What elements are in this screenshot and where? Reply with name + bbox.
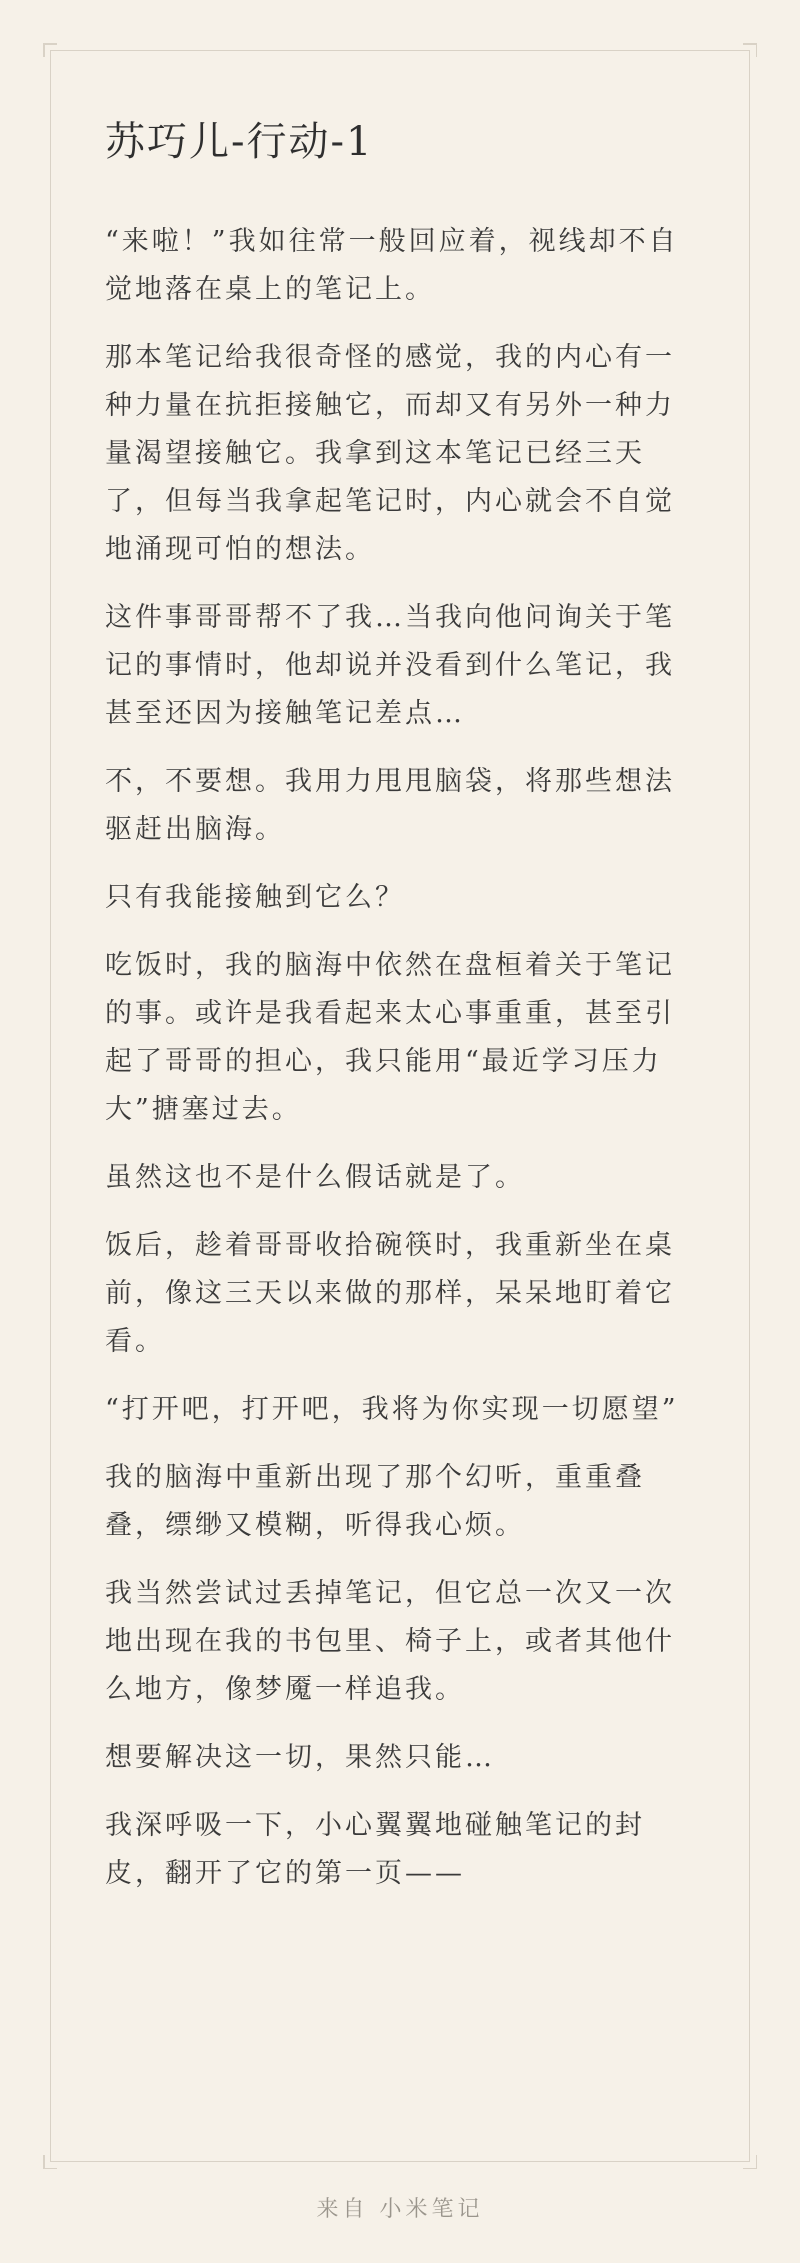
note-paragraph: 我的脑海中重新出现了那个幻听，重重叠叠，缥缈又模糊，听得我心烦。 [105, 1462, 645, 1541]
note-paragraph: 饭后，趁着哥哥收拾碗筷时，我重新坐在桌前，像这三天以来做的那样，呆呆地盯着它看。 [105, 1230, 675, 1357]
frame-corner-ornament [35, 2155, 57, 2177]
note-paragraph: 那本笔记给我很奇怪的感觉，我的内心有一种力量在抗拒接触它，而却又有另外一种力量渴望接触它。我拿到这本笔记已经三天了，但每当我拿起笔记时，内心就会不自觉地涌现可怕的想法。 [105, 342, 675, 565]
note-paragraph: 只有我能接触到它么？ [105, 882, 405, 913]
note-paragraph: 想要解决这一切，果然只能… [105, 1742, 495, 1773]
footer-source-label: 来自 小米笔记 [316, 2197, 484, 2222]
note-paragraph: 虽然这也不是什么假话就是了。 [105, 1162, 525, 1193]
note-paragraph: 我当然尝试过丢掉笔记，但它总一次又一次地出现在我的书包里、椅子上，或者其他什么地方，像梦魇一样追我。 [105, 1578, 675, 1705]
note-paragraph: “打开吧，打开吧，我将为你实现一切愿望” [105, 1394, 679, 1425]
note-title: 苏巧儿-行动-1 [105, 119, 374, 165]
note-paragraph: 吃饭时，我的脑海中依然在盘桓着关于笔记的事。或许是我看起来太心事重重，甚至引起了哥哥的担心，我只能用“最近学习压力大”搪塞过去。 [105, 950, 675, 1125]
frame-corner-ornament [743, 35, 765, 57]
frame-corner-ornament [35, 35, 57, 57]
note-content [105, 118, 697, 1918]
note-paragraph: 这件事哥哥帮不了我…当我向他问询关于笔记的事情时，他却说并没看到什么笔记，我甚至还因为接触笔记差点… [105, 602, 675, 729]
note-paragraph: “来啦！”我如往常一般回应着，视线却不自觉地落在桌上的笔记上。 [105, 226, 679, 305]
frame-corner-ornament [743, 2155, 765, 2177]
note-paragraph: 不，不要想。我用力甩甩脑袋，将那些想法驱赶出脑海。 [105, 766, 675, 845]
note-paragraph: 我深呼吸一下，小心翼翼地碰触笔记的封皮，翻开了它的第一页—— [105, 1810, 645, 1889]
